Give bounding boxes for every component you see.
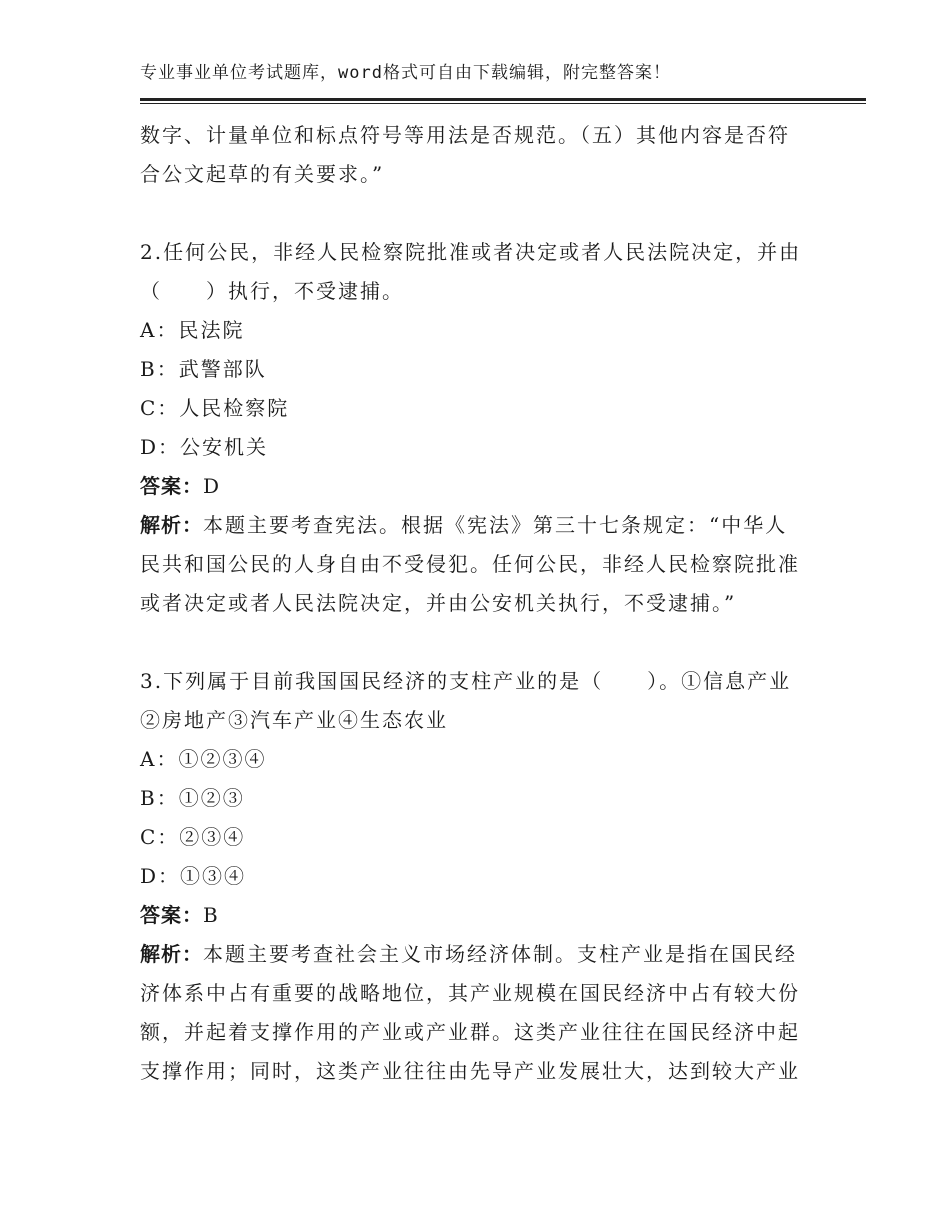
option-d: D：①③④ [140,864,247,888]
analysis-line: 额，并起着支撑作用的产业或产业群。这类产业往往在国民经济中起 [140,1020,800,1044]
header-rule-thin [140,103,866,104]
analysis-line: 支撑作用；同时，这类产业往往由先导产业发展壮大，达到较大产业 [140,1059,800,1083]
answer-line [140,467,800,506]
option-b: B：①②③ [140,786,245,810]
answer-label: 答案： [140,474,203,498]
analysis-line: 或者决定或者人民法院决定，并由公安机关执行，不受逮捕。” [140,591,737,615]
analysis-line [140,506,800,545]
answer-line [140,896,800,935]
analysis-label: 解析： [140,513,203,537]
question-stem-line: 3.下列属于目前我国国民经济的支柱产业的是（ ）。①信息产业 [140,669,792,693]
answer-label: 答案： [140,903,203,927]
continuation-text [140,116,800,194]
page-header: 专业事业单位考试题库，word格式可自由下载编辑，附完整答案！ [140,63,671,83]
option-c: C：②③④ [140,825,246,849]
text-line: 合公文起草的有关要求。” [140,162,385,186]
header-rule-thick [140,98,866,101]
text-line: 数字、计量单位和标点符号等用法是否规范。（五）其他内容是否符 [140,123,790,147]
answer-value: D [203,474,222,498]
question-stem-line: ②房地产③汽车产业④生态农业 [140,708,448,732]
analysis-text: 本题主要考查社会主义市场经济体制。支柱产业是指在国民经 [203,942,797,966]
option-c: C：人民检察院 [140,396,290,420]
analysis-text: 本题主要考查宪法。根据《宪法》第三十七条规定：“中华人 [203,513,788,537]
question-2 [140,233,800,623]
option-b: B：武警部队 [140,357,267,381]
question-stem-line: （ ）执行，不受逮捕。 [140,279,404,303]
analysis-line: 民共和国公民的人身自由不受侵犯。任何公民，非经人民检察院批准 [140,552,800,576]
analysis-line: 济体系中占有重要的战略地位，其产业规模在国民经济中占有较大份 [140,981,800,1005]
question-3 [140,662,800,1091]
answer-value: B [203,903,220,927]
option-a: A：①②③④ [140,747,267,771]
option-d: D：公安机关 [140,435,269,459]
analysis-line [140,935,800,974]
document-body [140,116,800,1091]
analysis-label: 解析： [140,942,203,966]
option-a: A：民法院 [140,318,245,342]
question-stem-line: 2.任何公民，非经人民检察院批准或者决定或者人民法院决定，并由 [140,240,802,264]
